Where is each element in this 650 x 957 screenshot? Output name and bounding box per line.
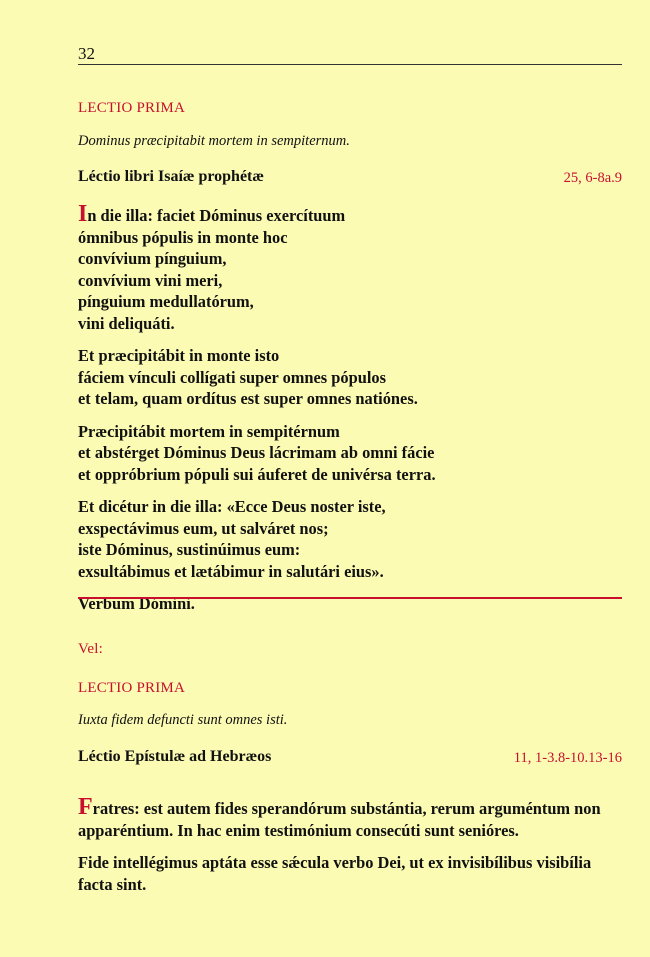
- stanza-2: [78, 345, 626, 410]
- paragraph-text: ratres: est autem fides sperandórum substántia, rerum arguméntum non apparéntium. In hac enim testimónium consecúti sunt senióres.: [78, 799, 601, 840]
- line: Præcipitábit mortem in sempitérnum: [78, 421, 340, 441]
- reading1-reference: 25, 6-8a.9: [563, 170, 622, 186]
- line: iste Dóminus, sustinúimus eum:: [78, 540, 301, 559]
- line: pínguium medullatórum,: [78, 292, 254, 311]
- reading1-label: LECTIO PRIMA: [78, 100, 185, 116]
- line: exspectávimus eum, ut salváret nos;: [78, 518, 329, 538]
- reading2-reference: 11, 1-3.8-10.13-16: [513, 750, 622, 766]
- reading2-heading: Léctio Epístulæ ad Hebræos: [78, 748, 272, 765]
- line: vini deliquáti.: [78, 313, 175, 333]
- line: Et dicétur in die illa: «Ecce Deus noster iste,: [78, 497, 386, 516]
- drop-cap: F: [78, 794, 93, 820]
- line: et oppróbrium pópuli sui áuferet de univérsa terra.: [78, 464, 436, 484]
- line: ómnibus pópulis in monte hoc: [78, 227, 288, 247]
- reading1-text: [78, 201, 626, 626]
- line: et telam, quam ordítus est super omnes natiónes.: [78, 389, 418, 408]
- top-rule: [78, 64, 622, 65]
- line: et abstérget Dóminus Deus lácrimam ab omni fácie: [78, 443, 435, 462]
- stanza-1: [78, 201, 626, 334]
- reading2-label: LECTIO PRIMA: [78, 680, 185, 696]
- line: exsultábimus et lætábimur in salutári eius».: [78, 561, 384, 581]
- line: convívium pínguium,: [78, 249, 227, 268]
- reading1-heading: Léctio libri Isaíæ prophétæ: [78, 168, 264, 185]
- closing-acclamation: Verbum Dómini.: [78, 594, 195, 613]
- drop-cap: I: [78, 201, 88, 227]
- vel-label: Vel:: [78, 641, 103, 657]
- section-divider: [78, 597, 622, 599]
- reading2-text: [78, 794, 626, 906]
- line: convívium vini meri,: [78, 270, 223, 290]
- page-number: 32: [78, 44, 95, 63]
- paragraph-1: [78, 794, 626, 841]
- line: Et præcipitábit in monte isto: [78, 346, 280, 365]
- stanza-4: [78, 496, 626, 582]
- line: fáciem vínculi collígati super omnes pópulos: [78, 367, 386, 387]
- line: n die illa: faciet Dóminus exercítuum: [87, 206, 346, 225]
- reading1-summary: Dominus præcipitabit mortem in sempiternum.: [78, 133, 350, 149]
- reading2-summary: Iuxta fidem defuncti sunt omnes isti.: [78, 712, 288, 728]
- stanza-3: [78, 421, 626, 486]
- paragraph-2: Fide intellégimus aptáta esse sǽcula verbo Dei, ut ex invisibílibus visibília facta sint.: [78, 853, 592, 894]
